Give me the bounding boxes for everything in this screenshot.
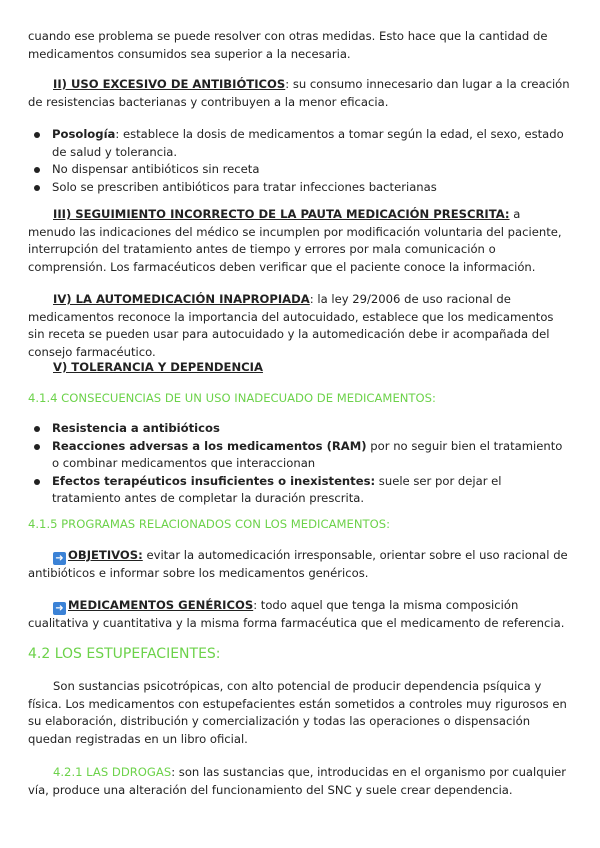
list-item-bold: Posología — [52, 127, 116, 141]
bullet-dot — [34, 426, 40, 432]
section-2-title: II) USO EXCESIVO DE ANTIBIÓTICOS — [53, 77, 286, 91]
section-42-paragraph — [28, 678, 570, 748]
section-4-title: IV) LA AUTOMEDICACIÓN INAPROPIADA — [53, 292, 310, 306]
list-item-bold: Reacciones adversas a los medicamentos (RAM) — [52, 438, 367, 453]
section-414-bullet-list — [28, 420, 570, 508]
section-42-heading-row — [28, 646, 570, 664]
list-item — [28, 126, 570, 161]
intro-text: cuando ese problema se puede resolver con otras medidas. Esto hace que la cantidad de medicamentos consumidos sea superior a la necesaria. — [28, 29, 548, 61]
list-item — [28, 438, 570, 473]
list-item — [28, 179, 570, 197]
list-item-text: suele ser por dejar el tratamiento antes de completar la duración prescrita. — [52, 473, 502, 505]
list-item-text: Solo se prescriben antibióticos para tratar infecciones bacterianas — [52, 179, 437, 194]
section-414-heading: 4.1.4 CONSECUENCIAS DE UN USO INADECUADO DE MEDICAMENTOS: — [28, 391, 436, 405]
section-3-title: III) SEGUIMIENTO INCORRECTO DE LA PAUTA MEDICACIÓN PRESCRITA: — [53, 207, 510, 221]
list-item-text: No dispensar antibióticos sin receta — [52, 162, 260, 176]
list-item-bold: Efectos terapéuticos insuficientes o inexistentes: — [52, 473, 376, 488]
bullet-dot — [34, 185, 40, 191]
objetivos-body: evitar la automedicación irresponsable, orientar sobre el uso racional de antibióticos e informar sobre los medicamentos genéricos. — [28, 548, 568, 580]
bullet-dot — [34, 444, 40, 450]
list-item-bold: Resistencia a antibióticos — [52, 421, 220, 435]
list-item-text: : establece la dosis de medicamentos a tomar según la edad, el sexo, estado de salud y tolerancia. — [52, 127, 564, 159]
section-42-body: Son sustancias psicotrópicas, con alto potencial de producir dependencia psíquica y física. Los medicamentos con estupefacientes están sometidos a controles muy rigurosos en su elaboración, distribución y comercialización y todas las operaciones o dispensación quedan registradas en un libro oficial. — [28, 679, 567, 746]
section-415-heading-row — [28, 516, 570, 534]
section-2-bullet-list — [28, 126, 570, 196]
list-item — [28, 161, 570, 179]
intro-paragraph — [28, 28, 570, 63]
section-3-paragraph — [28, 206, 570, 276]
genericos-paragraph — [28, 597, 570, 633]
objetivos-title: OBJETIVOS: — [68, 548, 143, 562]
section-3-body: a menudo las indicaciones del médico se incumplen por modificación voluntaria del paciente, interrupción del tratamiento antes de tiempo y errores por mala comunicación o comprensión. Los farmacéuticos deben verificar que el paciente conoce la información. — [28, 207, 562, 274]
section-2-body: : su consumo innecesario dan lugar a la creación de resistencias bacterianas y contribuyen a la menor eficacia. — [28, 77, 570, 109]
section-415-heading: 4.1.5 PROGRAMAS RELACIONADOS CON LOS MEDICAMENTOS: — [28, 517, 390, 531]
section-42-heading: 4.2 LOS ESTUPEFACIENTES: — [28, 646, 221, 662]
arrow-right-icon: ➜ — [53, 552, 66, 565]
bullet-dot — [34, 167, 40, 173]
genericos-body: : todo aquel que tenga la misma composición cualitativa y cuantitativa y la misma forma farmacéutica que el medicamento de referencia. — [28, 598, 565, 630]
list-item — [28, 473, 570, 508]
bullet-dot — [34, 479, 40, 485]
objetivos-paragraph — [28, 547, 570, 583]
section-5-title: V) TOLERANCIA Y DEPENDENCIA — [53, 360, 263, 374]
arrow-right-icon: ➜ — [53, 602, 66, 615]
section-2-paragraph — [28, 76, 570, 111]
section-414-heading-row — [28, 390, 570, 408]
section-4-body: : la ley 29/2006 de uso racional de medicamentos reconoce la importancia del autocuidado, establece que los medicamentos sin receta se pueden usar para autocuidado y la automedicación debe ir acompañada del consejo farmacéutico. — [28, 292, 554, 359]
bullet-dot — [34, 132, 40, 138]
section-4-paragraph — [28, 291, 570, 361]
section-421-title: 4.2.1 LAS DDROGAS — [53, 765, 172, 779]
list-item-text: por no seguir bien el tratamiento o combinar medicamentos que interaccionan — [52, 438, 563, 470]
section-421-body: : son las sustancias que, introducidas en el organismo por cualquier vía, produce una alteración del funcionamiento del SNC y suele crear dependencia. — [28, 765, 567, 797]
section-421-paragraph — [28, 764, 570, 799]
list-item — [28, 420, 570, 438]
genericos-title: MEDICAMENTOS GENÉRICOS — [68, 598, 254, 612]
section-5-paragraph — [28, 359, 570, 377]
